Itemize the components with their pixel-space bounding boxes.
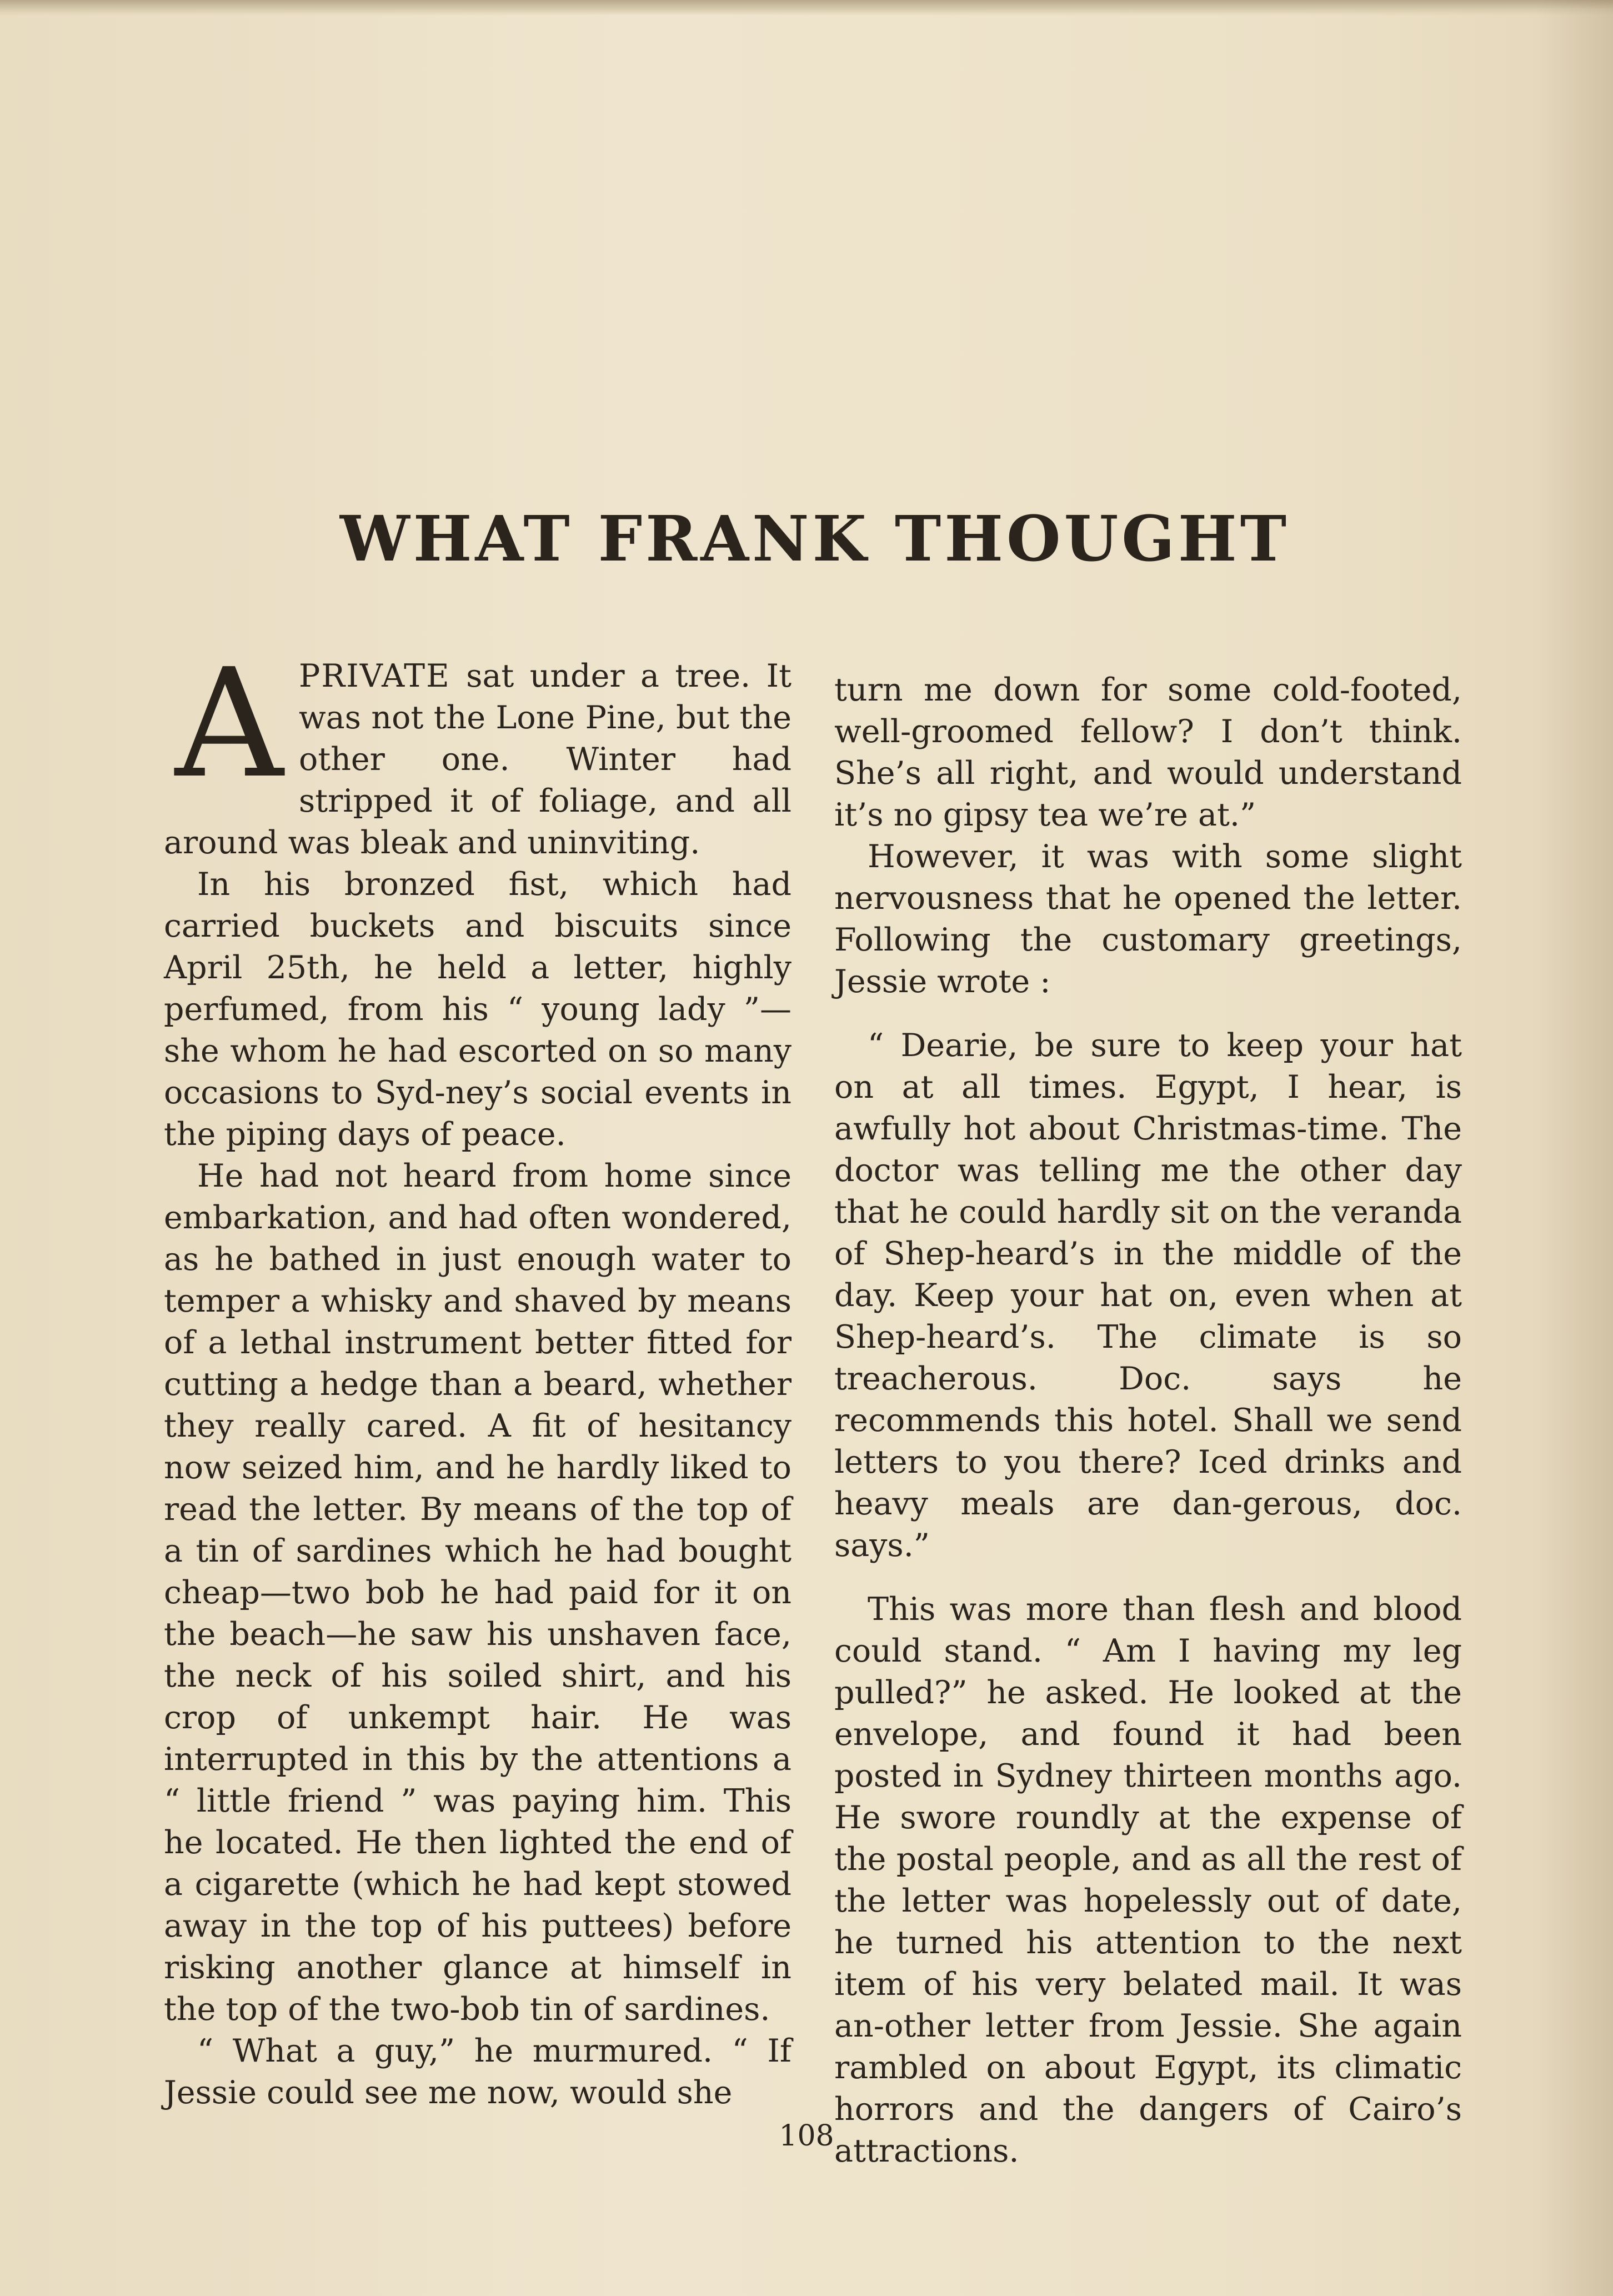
paragraph-2: In his bronzed fist, which had carried buckets and biscuits since April 25th, he held a letter, highly perfumed, from his “ young lady ”—she whom he had escorted on so many occasions to Syd-ney’s social events in the piping days of peace.: [164, 866, 792, 1153]
paragraph-1: [164, 636, 792, 864]
right-column: [834, 669, 1462, 2172]
paragraph-text: sat under a tree. It was not the Lone Pine, but the other one. Winter had stripped it of foliage, and all around was bleak and uninviting.: [164, 658, 792, 861]
left-column: [164, 636, 792, 2114]
paragraph-4: “ What a guy,” he murmured. “ If Jessie could see me now, would she: [164, 2033, 792, 2111]
page-number: 108: [779, 2119, 834, 2153]
paragraph-8: This was more than flesh and blood could stand. “ Am I having my leg pulled?” he asked. He looked at the envelope, and found it had been posted in Sydney thirteen months ago. He swore roundly at the expense of the postal people, and as all the rest of the letter was hopelessly out of date, he turned his attention to the next item of his very belated mail. It was an-other letter from Jessie. She again rambled on about Egypt, its climatic horrors and the dangers of Cairo’s attractions.: [834, 1591, 1462, 2169]
page-title: WHAT FRANK THOUGHT: [339, 503, 1290, 576]
paragraph-3: He had not heard from home since embarkation, and had often wondered, as he bathed in just enough water to temper a whisky and shaved by means of a lethal instrument better fitted for cutting a hedge than a beard, whether they really cared. A fit of hesitancy now seized him, and he hardly liked to read the letter. By means of the top of a tin of sardines which he had bought cheap—two bob he had paid for it on the beach—he saw his unshaven face, the neck of his soiled shirt, and his crop of unkempt hair. He was interrupted in this by the attentions a “ little friend ” was paying him. This he located. He then lighted the end of a cigarette (which he had kept stowed away in the top of his puttees) before risking another glance at himself in the top of the two-bob tin of sardines.: [164, 1158, 792, 2028]
lead-word: PRIVATE: [299, 658, 450, 694]
page-top-edge: [0, 0, 1613, 16]
paragraph-7: “ Dearie, be sure to keep your hat on at all times. Egypt, I hear, is awfully hot about Christmas-time. The doctor was telling me the other day that he could hardly sit on the veranda of Shep-heard’s in the middle of the day. Keep your hat on, even when at Shep-heard’s. The climate is so treacherous. Doc. says he recommends this hotel. Shall we send letters to you there? Iced drinks and heavy meals are dan-gerous, doc. says.”: [834, 1027, 1462, 1564]
page-gutter-shadow: [1535, 0, 1613, 2296]
paragraph-5: turn me down for some cold-footed, well-groomed fellow? I don’t think. She’s all right, and would understand it’s no gipsy tea we’re at.”: [834, 672, 1462, 833]
drop-cap: A: [175, 636, 283, 811]
paragraph-6: However, it was with some slight nervousness that he opened the letter. Following the customary greetings, Jessie wrote :: [834, 838, 1462, 1000]
